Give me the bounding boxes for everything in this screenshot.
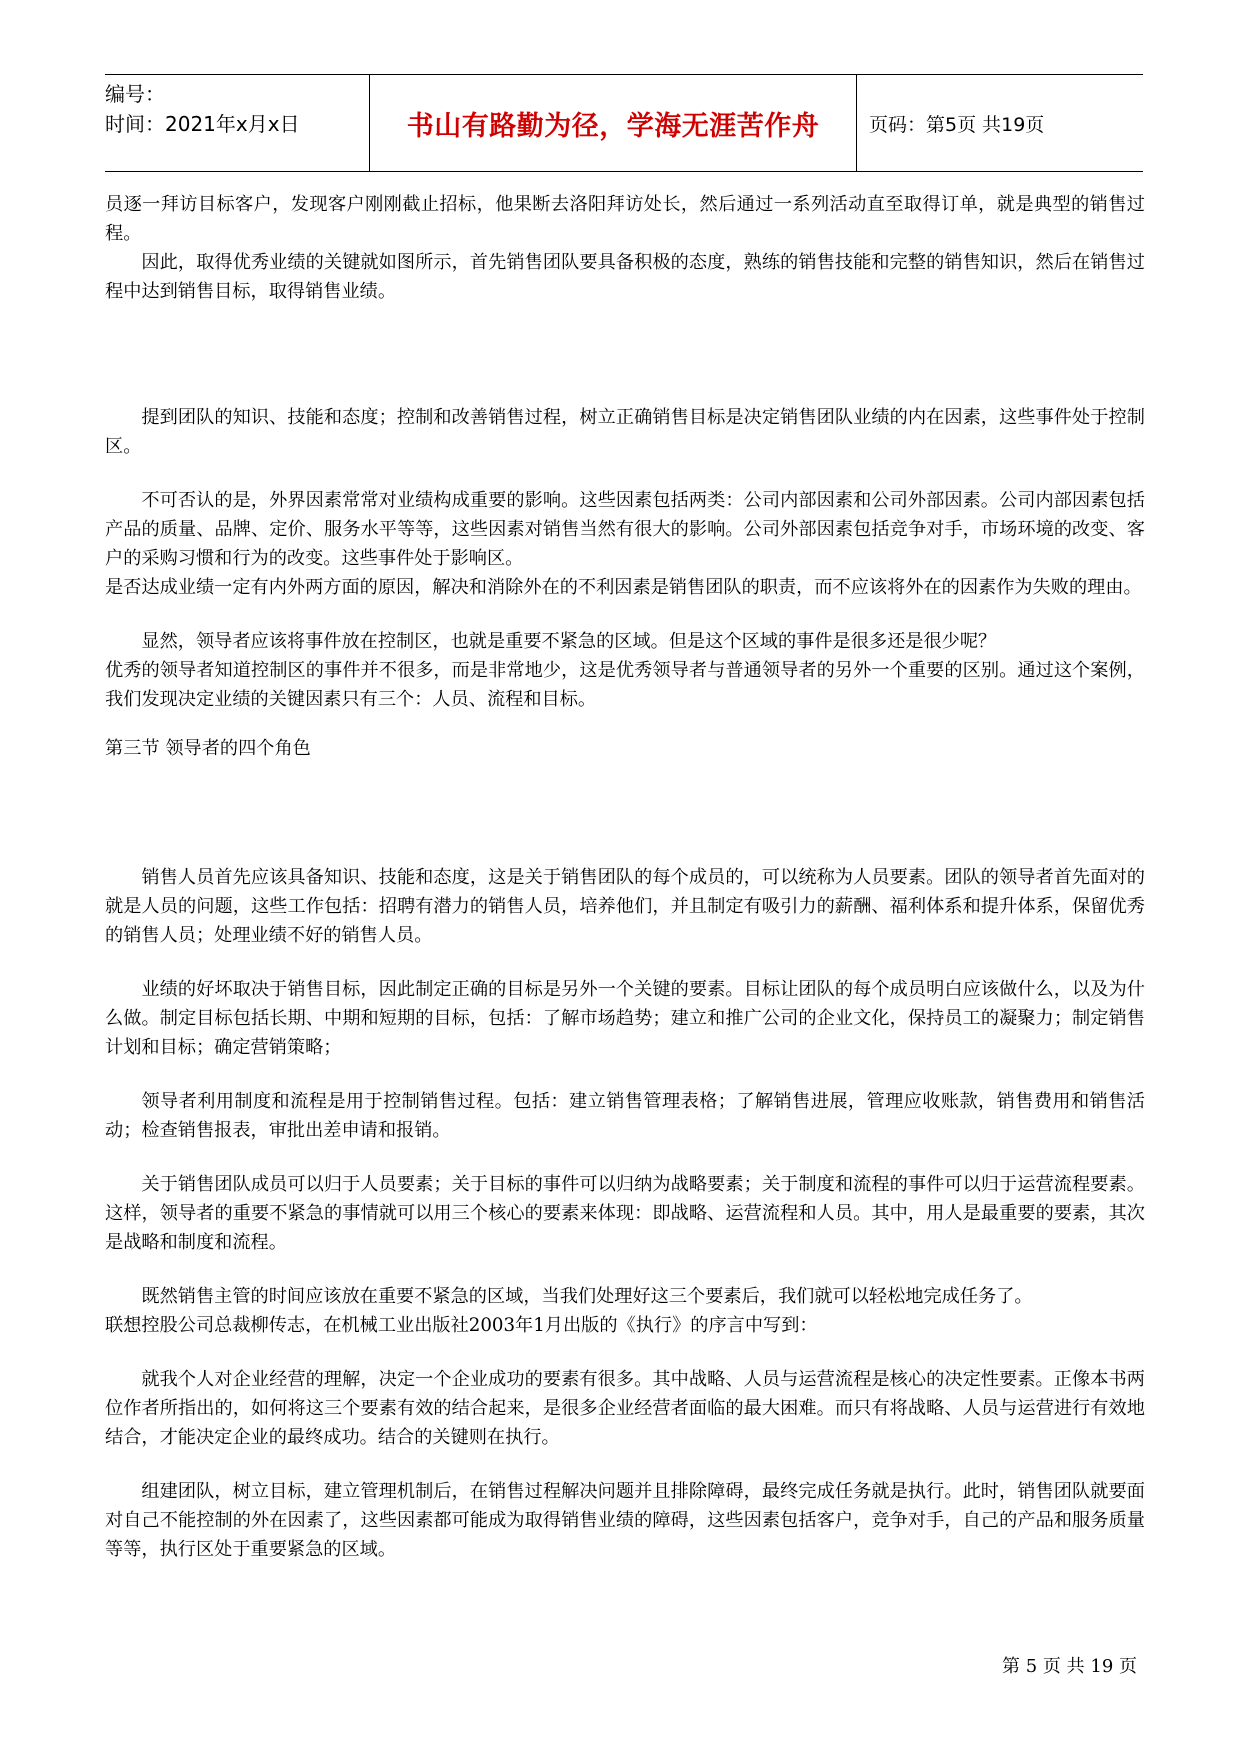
paragraph: 是否达成业绩一定有内外两方面的原因，解决和消除外在的不利因素是销售团队的职责，而不应该将外在的因素作为失败的理由。 <box>105 577 1142 598</box>
paragraph: 领导者利用制度和流程是用于控制销售过程。包括：建立销售管理表格；了解销售进展，管理应收账款，销售费用和销售活动；检查销售报表，审批出差申请和报销。 <box>105 1091 1145 1141</box>
document-time-label: 时间：2021年x月x日 <box>105 112 300 136</box>
paragraph: 显然，领导者应该将事件放在控制区，也就是重要不紧急的区域。但是这个区域的事件是很多还是很少呢？ <box>141 631 997 652</box>
paragraph: 既然销售主管的时间应该放在重要不紧急的区域，当我们处理好这三个要素后，我们就可以轻松地完成任务了。 <box>141 1286 1033 1307</box>
paragraph: 业绩的好坏取决于销售目标，因此制定正确的目标是另外一个关键的要素。目标让团队的每个成员明白应该做什么，以及为什么做。制定目标包括长期、中期和短期的目标，包括：了解市场趋势；建立和推广公司的企业文化，保持员工的凝聚力；制定销售计划和目标；确定营销策略； <box>105 979 1145 1058</box>
quoted-paragraph: 就我个人对企业经营的理解，决定一个企业成功的要素有很多。其中战略、人员与运营流程是核心的决定性要素。正像本书两位作者所指出的，如何将这三个要素有效的结合起来，是很多企业经营者面临的最大困难。而只有将战略、人员与运营进行有效地结合，才能决定企业的最终成功。结合的关键则在执行。 <box>105 1369 1145 1448</box>
paragraph: 因此，取得优秀业绩的关键就如图所示，首先销售团队要具备积极的态度，熟练的销售技能和完整的销售知识，然后在销售过程中达到销售目标，取得销售业绩。 <box>105 252 1145 302</box>
paragraph: 提到团队的知识、技能和态度；控制和改善销售过程，树立正确销售目标是决定销售团队业绩的内在因素，这些事件处于控制区。 <box>105 407 1145 457</box>
paragraph: 不可否认的是，外界因素常常对业绩构成重要的影响。这些因素包括两类：公司内部因素和公司外部因素。公司内部因素包括产品的质量、品牌、定价、服务水平等等，这些因素对销售当然有很大的影响。公司外部因素包括竞争对手，市场环境的改变、客户的采购习惯和行为的改变。这些事件处于影响区。 <box>105 490 1145 569</box>
header-page-number: 页码：第5页 共19页 <box>869 113 1045 136</box>
paragraph: 组建团队，树立目标，建立管理机制后，在销售过程解决问题并且排除障碍，最终完成任务就是执行。此时，销售团队就要面对自己不能控制的外在因素了，这些因素都可能成为取得销售业绩的障碍，这些因素包括客户，竞争对手，自己的产品和服务质量等等，执行区处于重要紧急的区域。 <box>105 1481 1145 1560</box>
page-footer: 第 5 页 共 19 页 <box>1002 1656 1137 1677</box>
paragraph: 优秀的领导者知道控制区的事件并不很多，而是非常地少，这是优秀领导者与普通领导者的另外一个重要的区别。通过这个案例，我们发现决定业绩的关键因素只有三个：人员、流程和目标。 <box>105 660 1145 710</box>
page-header <box>105 74 1143 172</box>
paragraph: 员逐一拜访目标客户，发现客户刚刚截止招标，他果断去洛阳拜访处长，然后通过一系列活动直至取得订单，就是典型的销售过程。 <box>105 194 1145 244</box>
paragraph: 销售人员首先应该具备知识、技能和态度，这是关于销售团队的每个成员的，可以统称为人员要素。团队的领导者首先面对的就是人员的问题，这些工作包括：招聘有潜力的销售人员，培养他们，并且制定有吸引力的薪酬、福利体系和提升体系，保留优秀的销售人员；处理业绩不好的销售人员。 <box>105 867 1145 946</box>
document-body <box>105 190 1145 1564</box>
header-page-cell <box>857 75 1143 171</box>
section-heading: 第三节 领导者的四个角色 <box>105 738 311 759</box>
header-left-cell <box>105 75 370 171</box>
paragraph: 关于销售团队成员可以归于人员要素；关于目标的事件可以归纳为战略要素；关于制度和流程的事件可以归于运营流程要素。这样，领导者的重要不紧急的事情就可以用三个核心的要素来体现：即战略、运营流程和人员。其中，用人是最重要的要素，其次是战略和制度和流程。 <box>105 1174 1145 1253</box>
paragraph: 联想控股公司总裁柳传志，在机械工业出版社2003年1月出版的《执行》的序言中写到： <box>105 1315 818 1336</box>
document-number-label: 编号： <box>105 82 165 106</box>
header-motto: 书山有路勤为径，学海无涯苦作舟 <box>406 110 820 142</box>
header-motto-cell <box>370 75 857 171</box>
